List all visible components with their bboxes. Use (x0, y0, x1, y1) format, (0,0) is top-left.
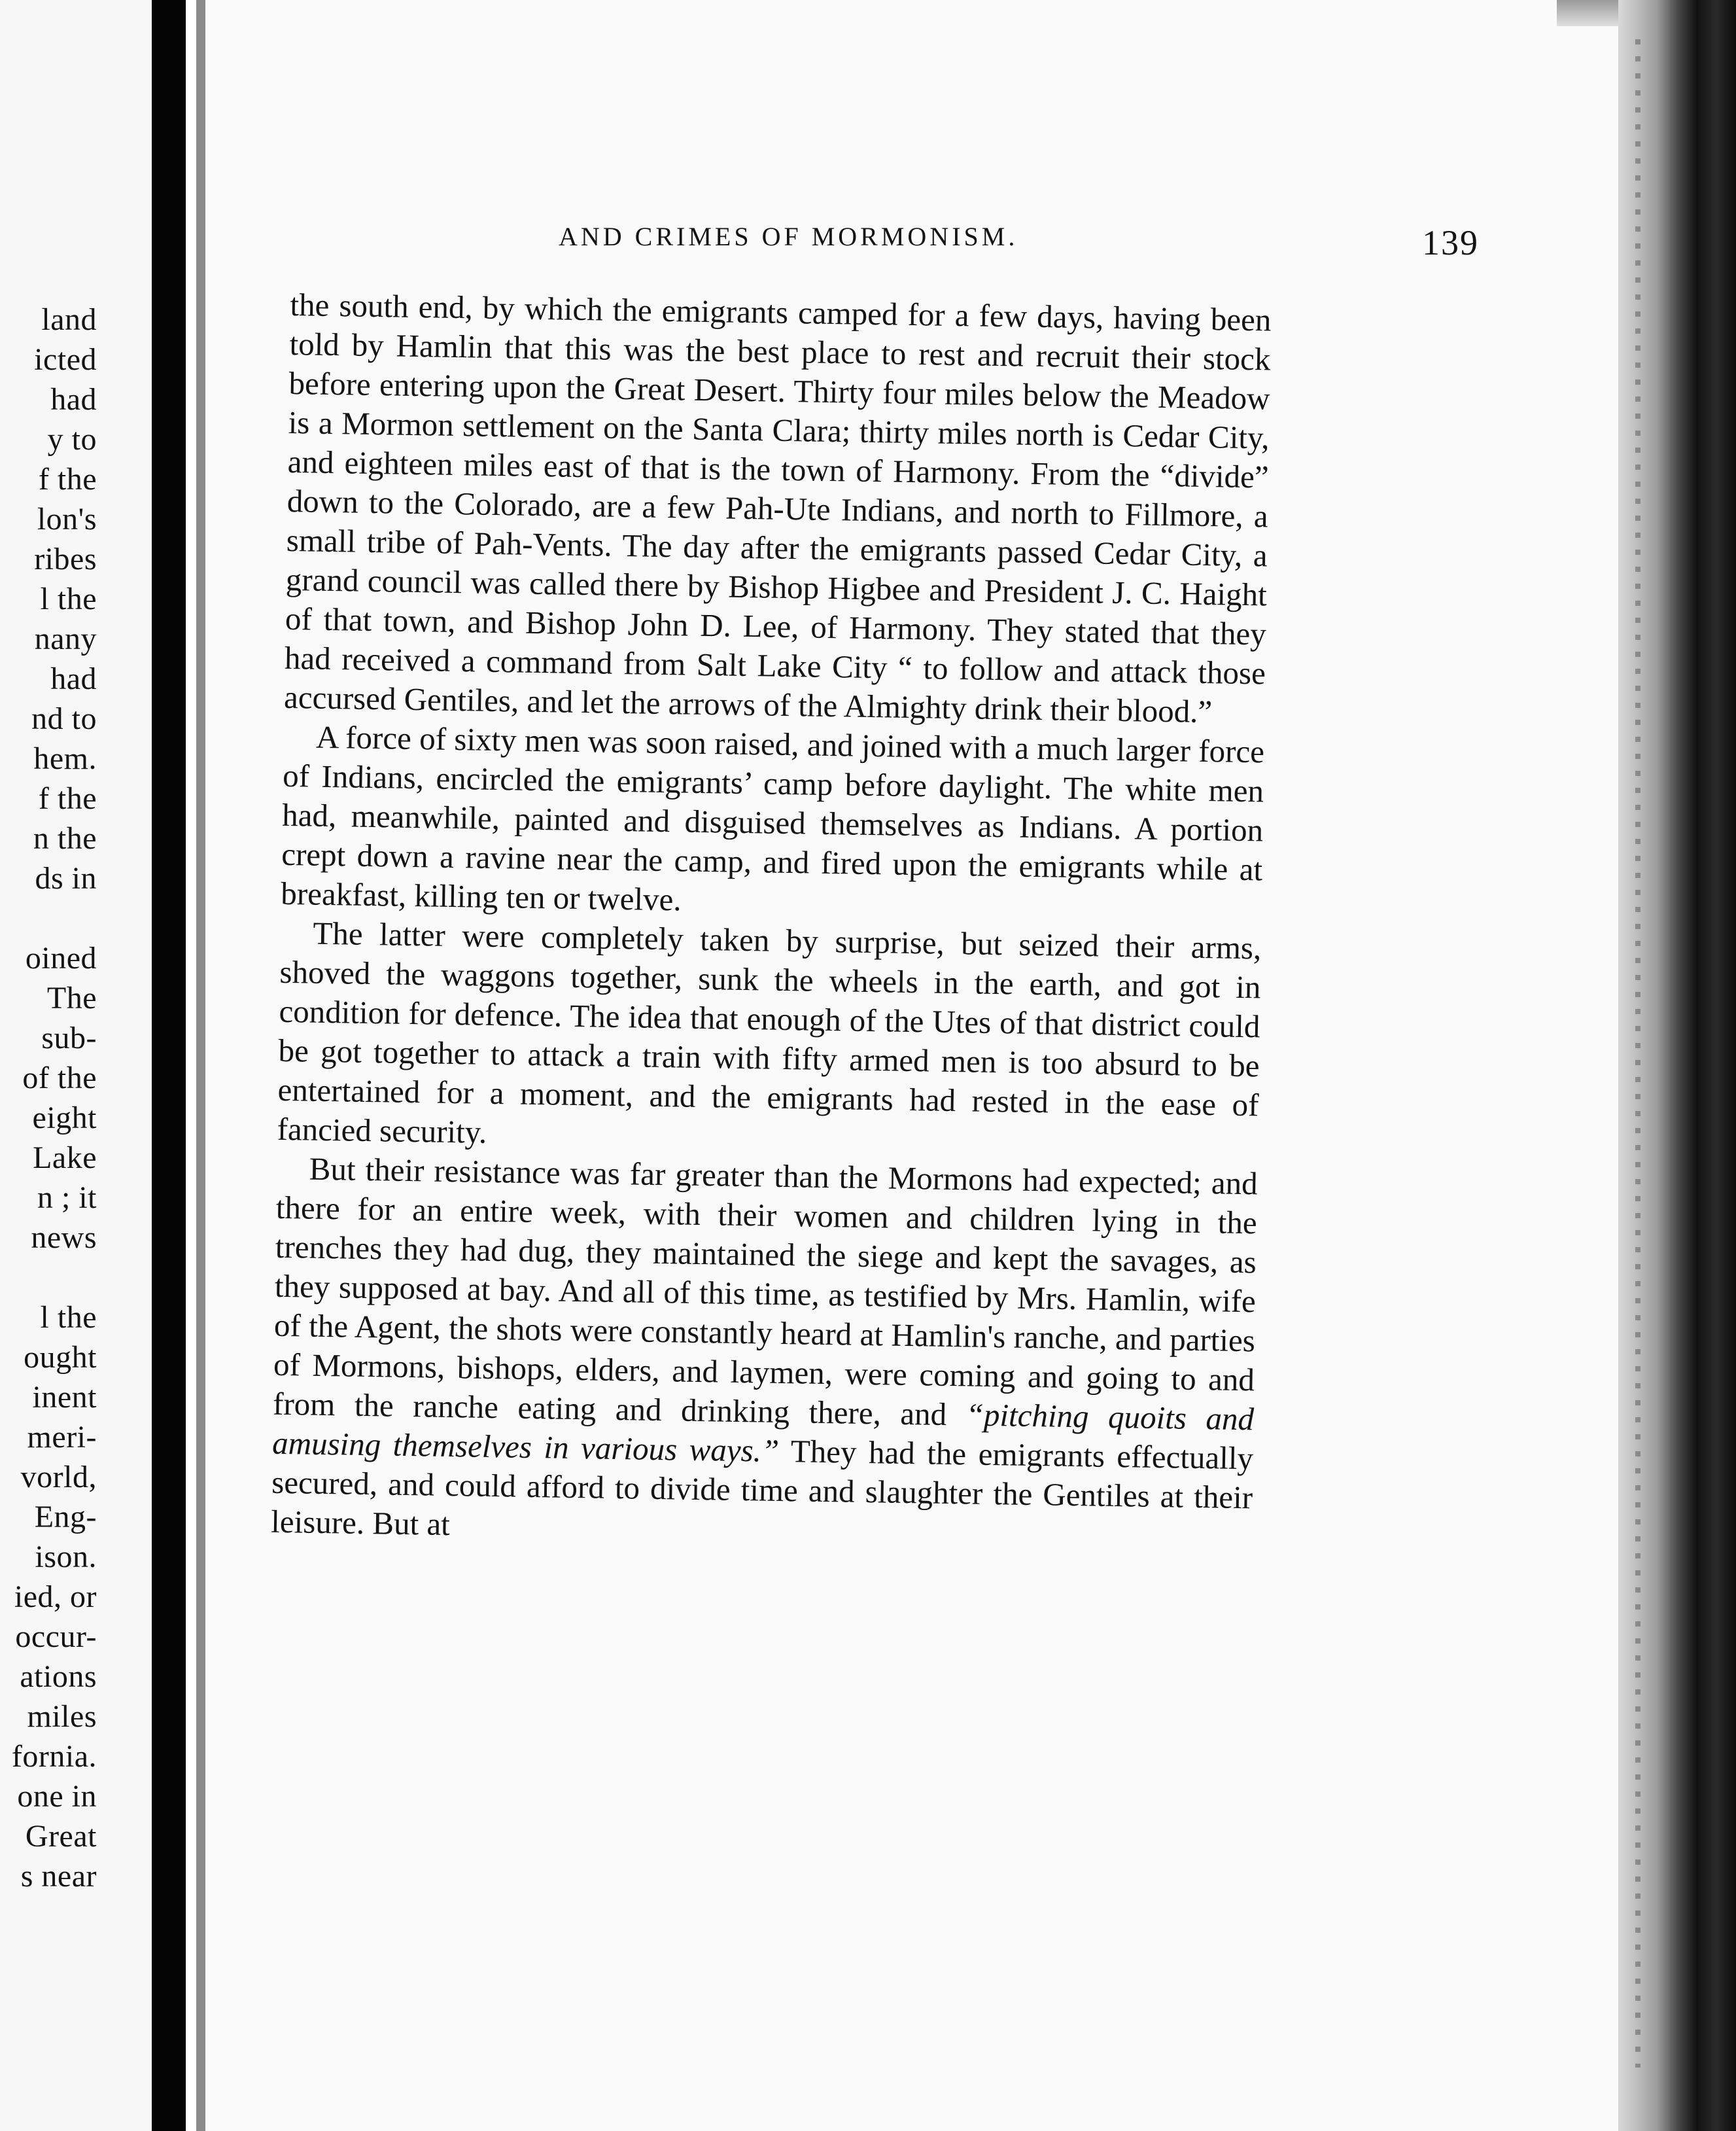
previous-page-line: l the (40, 582, 97, 616)
previous-page-line: vorld, (20, 1460, 97, 1494)
paragraph-4-closing: They had the emigrants effectually secured, and could afford to divide time and slaughter the Gentiles at their leisure. But at (270, 1433, 1254, 1543)
previous-page-line: l the (40, 1300, 97, 1335)
previous-page-line: nany (34, 622, 97, 656)
previous-page-line: y to (47, 422, 97, 457)
previous-page-line: hem. (33, 741, 97, 776)
paragraph-3: The latter were completely taken by surprise, but seized their arms, shoved the waggons together, sunk the wheels in the earth, and got in condition for defence. The idea that enough of the Utes of that district could be got together to attack a train with fifty armed men is too absurd to be entertained for a moment, and the emigrants had rested in the ease of fancied security. (277, 915, 1262, 1150)
previous-page-line: f the (38, 781, 97, 816)
previous-page-line: lon's (37, 502, 97, 537)
previous-page-line-endings (0, 300, 97, 1896)
previous-page-line: ations (20, 1659, 97, 1694)
line-gap (0, 1258, 97, 1297)
previous-page-line: fornia. (11, 1739, 97, 1774)
page-edge-texture (1635, 39, 1641, 2068)
previous-page-line: ought (24, 1340, 97, 1375)
previous-page-line: miles (27, 1699, 97, 1734)
previous-page-line: ribes (34, 542, 97, 576)
previous-page-line: had (50, 382, 97, 417)
italic-quote: “pitching quoits and amusing themselves in various ways.” (271, 1396, 1255, 1469)
previous-page-line: one in (17, 1779, 97, 1814)
page-number: 139 (1422, 223, 1479, 262)
previous-page-line: ison. (35, 1540, 97, 1574)
previous-page-line: nd to (31, 701, 97, 736)
previous-page-line: inent (32, 1380, 97, 1415)
binding-shadow (152, 0, 186, 2131)
line-gap (0, 898, 97, 938)
previous-page-line: had (50, 661, 97, 696)
previous-page-line: icted (34, 342, 97, 377)
binding-shadow-secondary (196, 0, 205, 2131)
previous-page-line: land (41, 302, 97, 337)
previous-page-line: Great (25, 1819, 97, 1854)
previous-page-line: Eng- (34, 1500, 97, 1534)
previous-page-line: news (31, 1220, 97, 1255)
paragraph-1: the south end, by which the emigrants camped for a few days, having been told by Hamlin that this was the best place to rest and recruit their stock before entering upon the Great Desert. Thirty four miles below the Meadow is a Mormon settlement on the Santa Clara; thirty miles north is Cedar City, and eighteen miles east of that is the town of Harmony. From the “divide” down to the Colorado, are a few Pah-Ute Indians, and north to Fillmore, a small tribe of Pah-Vents. The day after the emigrants passed Cedar City, a grand council was called there by Bishop Higbee and President J. C. Haight of that town, and Bishop John D. Lee, of Harmony. They stated that they had received a command from Salt Lake City “ to follow and attack those accursed Gentiles, and let the arrows of the Almighty drink their blood.” (283, 286, 1272, 730)
previous-page-line: n ; it (37, 1180, 97, 1215)
paragraph-2: A force of sixty men was soon raised, and joined with a much larger force of Indians, encircled the emigrants’ camp before daylight. The white men had, meanwhile, painted and disguised themselves as Indians. A portion crept down a ravine near the camp, and fired upon the emigrants while at breakfast, killing ten or twelve. (280, 718, 1265, 918)
previous-page-line: oined (25, 941, 97, 976)
previous-page-line: n the (33, 821, 97, 856)
page-body (271, 285, 1272, 1557)
previous-page-line: occur- (15, 1619, 97, 1654)
previous-page-fragment (0, 0, 152, 2131)
paragraph-4-text: But their resistance was far greater than the Mormons had expected; and there for an entire week, with their women and children lying in the trenches they had dug, they maintained the siege and kept the savages, as they supposed at bay. And all of this time, as testified by Mrs. Hamlin, wife of the Agent, the shots were constantly heard at Hamlin's ranche, and parties of Mormons, bishops, elders, and laymen, were coming and going to and from the ranche eating and drinking there, and (272, 1150, 1259, 1432)
previous-page-line: meri- (27, 1420, 97, 1454)
previous-page-line: ied, or (14, 1579, 97, 1614)
previous-page-line: s near (20, 1859, 97, 1893)
previous-page-line: ds in (35, 861, 97, 896)
previous-page-line: f the (38, 462, 97, 497)
previous-page-line: sub- (41, 1021, 97, 1055)
previous-page-line: eight (32, 1101, 97, 1135)
main-page (205, 0, 1618, 2131)
running-head: AND CRIMES OF MORMONISM. (559, 222, 1018, 251)
paragraph-4 (271, 1149, 1258, 1557)
previous-page-line: Lake (33, 1140, 97, 1175)
previous-page-line: of the (22, 1061, 97, 1095)
previous-page-line: The (46, 981, 97, 1015)
